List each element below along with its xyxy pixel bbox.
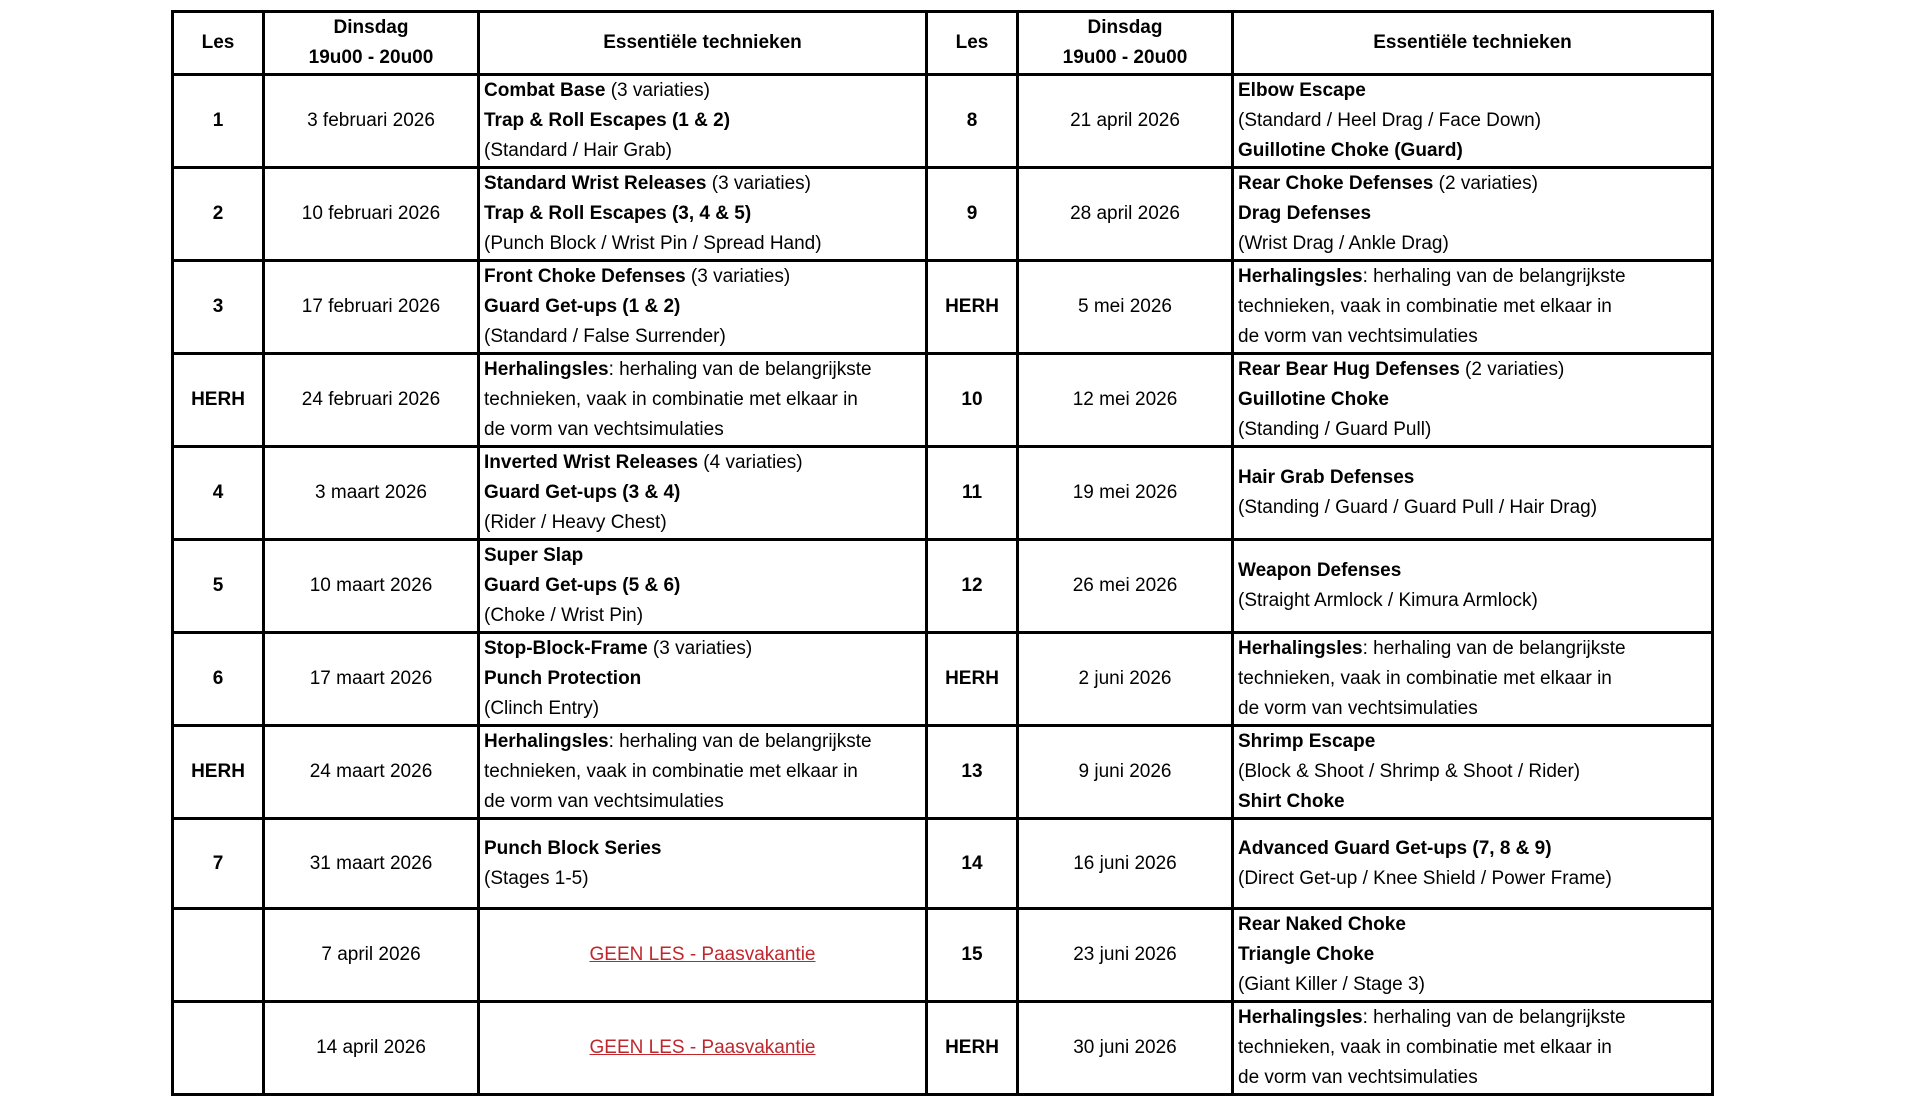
technique-detail: (Standard / False Surrender) xyxy=(484,326,726,347)
technique-line xyxy=(1238,757,1711,787)
technique-line xyxy=(484,106,925,136)
lesson-date: 24 februari 2026 xyxy=(264,354,479,447)
technique-detail: (Direct Get-up / Knee Shield / Power Frame) xyxy=(1238,867,1612,889)
technique-title: Rear Naked Choke xyxy=(1238,914,1406,935)
technique-detail: de vorm van vechtsimulaties xyxy=(484,419,724,440)
lesson-number: HERH xyxy=(927,261,1018,354)
technique-detail: technieken, vaak in combinatie met elkaar in xyxy=(1238,668,1612,689)
technique-title: Guard Get-ups (3 & 4) xyxy=(484,482,681,503)
no-lesson-link[interactable]: GEEN LES - Paasvakantie xyxy=(479,909,927,1002)
technique-line xyxy=(484,864,925,894)
techniques-cell xyxy=(1233,75,1713,168)
technique-line xyxy=(1238,940,1711,970)
lesson-number: 8 xyxy=(927,75,1018,168)
header-techniques: Essentiële technieken xyxy=(479,12,927,75)
lesson-number: 12 xyxy=(927,540,1018,633)
technique-line xyxy=(1238,864,1711,894)
technique-line xyxy=(1238,634,1711,664)
technique-detail: (Rider / Heavy Chest) xyxy=(484,512,667,533)
techniques-cell xyxy=(1233,168,1713,261)
technique-title: Drag Defenses xyxy=(1238,203,1372,224)
technique-title: Weapon Defenses xyxy=(1238,560,1402,581)
lesson-number: HERH xyxy=(173,354,264,447)
lesson-number: 11 xyxy=(927,447,1018,540)
table-row xyxy=(173,1002,1713,1095)
lesson-number: 13 xyxy=(927,726,1018,819)
technique-line xyxy=(484,136,925,166)
technique-detail: : herhaling van de belangrijkste xyxy=(608,731,872,752)
header-time: 19u00 - 20u00 xyxy=(1062,47,1188,68)
techniques-cell xyxy=(1233,261,1713,354)
lesson-date: 23 juni 2026 xyxy=(1018,909,1233,1002)
lesson-number: 15 xyxy=(927,909,1018,1002)
technique-line xyxy=(484,478,925,508)
header-day xyxy=(1018,12,1233,75)
technique-detail: (2 variaties) xyxy=(1433,173,1538,194)
lesson-date: 19 mei 2026 xyxy=(1018,447,1233,540)
technique-line xyxy=(1238,322,1711,352)
technique-detail: (Choke / Wrist Pin) xyxy=(484,605,644,626)
techniques-cell xyxy=(1233,447,1713,540)
technique-detail: technieken, vaak in combinatie met elkaar in xyxy=(1238,296,1612,317)
lesson-date: 26 mei 2026 xyxy=(1018,540,1233,633)
technique-detail: de vorm van vechtsimulaties xyxy=(1238,698,1478,719)
technique-line xyxy=(484,322,925,352)
lesson-number: 10 xyxy=(927,354,1018,447)
technique-line xyxy=(484,229,925,259)
lesson-date: 10 maart 2026 xyxy=(264,540,479,633)
technique-line xyxy=(484,834,925,864)
lesson-number xyxy=(173,909,264,1002)
lesson-date: 14 april 2026 xyxy=(264,1002,479,1095)
technique-line xyxy=(1238,136,1711,166)
techniques-cell xyxy=(479,726,927,819)
technique-detail: (Punch Block / Wrist Pin / Spread Hand) xyxy=(484,233,822,254)
no-lesson-link[interactable]: GEEN LES - Paasvakantie xyxy=(479,1002,927,1095)
technique-line xyxy=(484,571,925,601)
techniques-cell xyxy=(1233,726,1713,819)
lesson-number xyxy=(173,1002,264,1095)
techniques-cell xyxy=(1233,354,1713,447)
technique-detail: : herhaling van de belangrijkste xyxy=(1362,1007,1626,1028)
table-row xyxy=(173,540,1713,633)
lesson-number: 5 xyxy=(173,540,264,633)
technique-line xyxy=(484,385,925,415)
lesson-date: 9 juni 2026 xyxy=(1018,726,1233,819)
technique-line xyxy=(1238,169,1711,199)
lesson-number: 2 xyxy=(173,168,264,261)
technique-title: Standard Wrist Releases xyxy=(484,173,707,194)
header-time: 19u00 - 20u00 xyxy=(308,47,434,68)
technique-title: Stop-Block-Frame xyxy=(484,638,648,659)
technique-detail: (Standard / Heel Drag / Face Down) xyxy=(1238,110,1542,131)
technique-line xyxy=(484,415,925,445)
technique-title: Guard Get-ups (5 & 6) xyxy=(484,575,681,596)
technique-line xyxy=(1238,463,1711,493)
technique-line xyxy=(484,664,925,694)
lesson-date: 21 april 2026 xyxy=(1018,75,1233,168)
technique-line xyxy=(1238,1033,1711,1063)
techniques-cell xyxy=(479,540,927,633)
technique-line xyxy=(1238,727,1711,757)
technique-detail: (Clinch Entry) xyxy=(484,698,600,719)
technique-title: Guard Get-ups (1 & 2) xyxy=(484,296,681,317)
technique-detail: (Stages 1-5) xyxy=(484,867,589,889)
technique-line xyxy=(1238,1063,1711,1093)
technique-title: Shrimp Escape xyxy=(1238,731,1376,752)
header-les: Les xyxy=(173,12,264,75)
technique-detail: technieken, vaak in combinatie met elkaar in xyxy=(484,761,858,782)
technique-title: Inverted Wrist Releases xyxy=(484,452,699,473)
technique-line xyxy=(1238,970,1711,1000)
techniques-cell xyxy=(1233,633,1713,726)
technique-title: Trap & Roll Escapes (1 & 2) xyxy=(484,110,731,131)
technique-detail: (Wrist Drag / Ankle Drag) xyxy=(1238,233,1449,254)
technique-line xyxy=(484,757,925,787)
lesson-number: HERH xyxy=(927,633,1018,726)
technique-detail: : herhaling van de belangrijkste xyxy=(1362,638,1626,659)
technique-detail: (3 variaties) xyxy=(605,80,710,101)
table-row xyxy=(173,633,1713,726)
technique-line xyxy=(1238,355,1711,385)
techniques-cell xyxy=(479,354,927,447)
technique-detail: de vorm van vechtsimulaties xyxy=(484,791,724,812)
technique-detail: (2 variaties) xyxy=(1459,359,1565,380)
technique-line xyxy=(484,262,925,292)
technique-title: Herhalingsles xyxy=(1238,266,1363,287)
lesson-date: 3 maart 2026 xyxy=(264,447,479,540)
technique-line xyxy=(1238,834,1711,864)
header-day-label: Dinsdag xyxy=(333,17,409,38)
technique-detail: (4 variaties) xyxy=(698,452,803,473)
technique-title: Super Slap xyxy=(484,545,584,566)
lesson-date: 3 februari 2026 xyxy=(264,75,479,168)
technique-line xyxy=(1238,199,1711,229)
technique-detail: : herhaling van de belangrijkste xyxy=(608,359,872,380)
techniques-cell xyxy=(479,447,927,540)
techniques-cell xyxy=(1233,909,1713,1002)
technique-title: Herhalingsles xyxy=(1238,638,1363,659)
technique-line xyxy=(484,76,925,106)
technique-line xyxy=(1238,787,1711,817)
lesson-date: 10 februari 2026 xyxy=(264,168,479,261)
header-techniques: Essentiële technieken xyxy=(1233,12,1713,75)
lesson-number: 1 xyxy=(173,75,264,168)
technique-title: Punch Protection xyxy=(484,668,642,689)
technique-title: Guillotine Choke xyxy=(1238,389,1389,410)
techniques-cell xyxy=(1233,819,1713,909)
technique-detail: (3 variaties) xyxy=(706,173,811,194)
technique-line xyxy=(1238,1003,1711,1033)
lesson-number: 6 xyxy=(173,633,264,726)
technique-line xyxy=(1238,694,1711,724)
lesson-number: HERH xyxy=(173,726,264,819)
technique-line xyxy=(1238,664,1711,694)
techniques-cell xyxy=(479,261,927,354)
technique-line xyxy=(484,634,925,664)
lesson-number: 14 xyxy=(927,819,1018,909)
header-day xyxy=(264,12,479,75)
technique-line xyxy=(1238,586,1711,616)
technique-title: Punch Block Series xyxy=(484,837,662,859)
technique-line xyxy=(484,292,925,322)
technique-title: Trap & Roll Escapes (3, 4 & 5) xyxy=(484,203,752,224)
technique-line xyxy=(1238,262,1711,292)
technique-title: Elbow Escape xyxy=(1238,80,1366,101)
lesson-date: 30 juni 2026 xyxy=(1018,1002,1233,1095)
technique-line xyxy=(484,541,925,571)
header-les: Les xyxy=(927,12,1018,75)
lesson-date: 5 mei 2026 xyxy=(1018,261,1233,354)
lesson-date: 17 februari 2026 xyxy=(264,261,479,354)
technique-title: Combat Base xyxy=(484,80,606,101)
technique-line xyxy=(484,601,925,631)
technique-line xyxy=(484,727,925,757)
technique-line xyxy=(484,508,925,538)
techniques-cell xyxy=(479,633,927,726)
technique-line xyxy=(484,355,925,385)
technique-title: Herhalingsles xyxy=(484,731,609,752)
technique-detail: technieken, vaak in combinatie met elkaar in xyxy=(1238,1037,1612,1058)
lesson-schedule-table xyxy=(171,10,1714,1096)
technique-title: Advanced Guard Get-ups (7, 8 & 9) xyxy=(1238,837,1552,859)
technique-detail: (3 variaties) xyxy=(685,266,791,287)
technique-title: Rear Bear Hug Defenses xyxy=(1238,359,1460,380)
technique-line xyxy=(484,448,925,478)
technique-title: Shirt Choke xyxy=(1238,791,1345,812)
table-row xyxy=(173,354,1713,447)
technique-title: Triangle Choke xyxy=(1238,944,1375,965)
lesson-number: HERH xyxy=(927,1002,1018,1095)
technique-detail: (Straight Armlock / Kimura Armlock) xyxy=(1238,590,1538,611)
techniques-cell xyxy=(479,819,927,909)
technique-line xyxy=(1238,910,1711,940)
technique-title: Herhalingsles xyxy=(1238,1007,1363,1028)
technique-line xyxy=(1238,292,1711,322)
lesson-number: 9 xyxy=(927,168,1018,261)
technique-title: Herhalingsles xyxy=(484,359,609,380)
technique-detail: (Standard / Hair Grab) xyxy=(484,140,672,161)
techniques-cell xyxy=(479,75,927,168)
table-row xyxy=(173,726,1713,819)
technique-line xyxy=(484,199,925,229)
technique-line xyxy=(484,169,925,199)
techniques-cell xyxy=(479,168,927,261)
technique-line xyxy=(1238,493,1711,523)
technique-line xyxy=(484,787,925,817)
lesson-number: 3 xyxy=(173,261,264,354)
table-row xyxy=(173,168,1713,261)
technique-title: Guillotine Choke (Guard) xyxy=(1238,140,1463,161)
header-row xyxy=(173,12,1713,75)
technique-line xyxy=(1238,106,1711,136)
lesson-date: 31 maart 2026 xyxy=(264,819,479,909)
lesson-date: 12 mei 2026 xyxy=(1018,354,1233,447)
technique-line xyxy=(1238,415,1711,445)
technique-title: Front Choke Defenses xyxy=(484,266,686,287)
technique-detail: (Block & Shoot / Shrimp & Shoot / Rider) xyxy=(1238,761,1581,782)
technique-detail: (Standing / Guard Pull) xyxy=(1238,419,1432,440)
technique-detail: de vorm van vechtsimulaties xyxy=(1238,326,1478,347)
table-row xyxy=(173,447,1713,540)
technique-title: Rear Choke Defenses xyxy=(1238,173,1434,194)
technique-detail: de vorm van vechtsimulaties xyxy=(1238,1067,1478,1088)
technique-line xyxy=(1238,229,1711,259)
table-row xyxy=(173,819,1713,909)
technique-detail: (3 variaties) xyxy=(647,638,753,659)
lesson-date: 17 maart 2026 xyxy=(264,633,479,726)
lesson-date: 16 juni 2026 xyxy=(1018,819,1233,909)
lesson-date: 2 juni 2026 xyxy=(1018,633,1233,726)
lesson-number: 4 xyxy=(173,447,264,540)
lesson-date: 7 april 2026 xyxy=(264,909,479,1002)
technique-line xyxy=(1238,76,1711,106)
technique-line xyxy=(1238,385,1711,415)
technique-detail: (Giant Killer / Stage 3) xyxy=(1238,974,1425,995)
technique-line xyxy=(484,694,925,724)
technique-detail: (Standing / Guard / Guard Pull / Hair Drag) xyxy=(1238,497,1598,518)
techniques-cell xyxy=(1233,1002,1713,1095)
table-row xyxy=(173,909,1713,1002)
technique-title: Hair Grab Defenses xyxy=(1238,467,1415,488)
technique-line xyxy=(1238,556,1711,586)
header-day-label: Dinsdag xyxy=(1087,17,1163,38)
lesson-date: 24 maart 2026 xyxy=(264,726,479,819)
techniques-cell xyxy=(1233,540,1713,633)
technique-detail: technieken, vaak in combinatie met elkaar in xyxy=(484,389,858,410)
table-row xyxy=(173,75,1713,168)
lesson-date: 28 april 2026 xyxy=(1018,168,1233,261)
technique-detail: : herhaling van de belangrijkste xyxy=(1362,266,1626,287)
table-row xyxy=(173,261,1713,354)
lesson-number: 7 xyxy=(173,819,264,909)
